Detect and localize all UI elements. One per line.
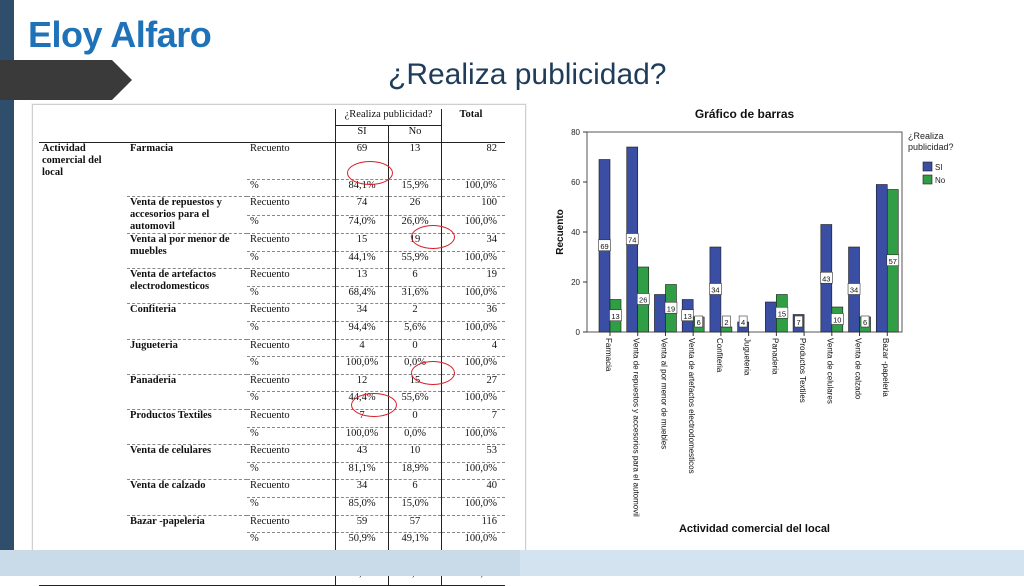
stat-label: % [247,462,336,480]
count-si: 4 [336,339,389,357]
data-label: 10 [833,315,842,325]
count-total: 100 [442,197,506,216]
pct-total: 100,0% [442,215,506,234]
data-label: 69 [600,241,609,251]
count-si: 34 [336,304,389,322]
category-label: Bazar -papeleria [127,515,247,550]
x-tick-label: Venta de celulares [825,338,835,404]
stat-label: Recuento [247,339,336,357]
bar-chart-panel [542,100,1012,544]
pct-si: 81,1% [336,462,389,480]
count-no: 19 [389,234,442,252]
count-total: 4 [442,339,506,357]
category-label: Confiteria [127,304,247,339]
table-row [39,234,505,252]
x-tick-label: Productos Textiles [797,338,807,403]
pct-no: 18,9% [389,462,442,480]
pct-si: 100,0% [336,357,389,375]
table-cell [39,286,127,304]
count-no: 57 [389,515,442,533]
legend-label: No [935,176,946,185]
stat-label: % [247,215,336,234]
count-si: 34 [336,480,389,498]
row-group-label: Actividad comercial del local [39,143,127,180]
stat-label: % [247,392,336,410]
stat-label: % [247,251,336,269]
y-tick-label: 40 [571,228,580,237]
pct-total: 100,0% [442,251,506,269]
table-cell [39,215,127,234]
count-si: 13 [336,269,389,287]
stat-label: Recuento [247,445,336,463]
pct-no: 31,6% [389,286,442,304]
table-row [39,143,505,180]
data-label: 57 [888,256,897,266]
arrow-banner [0,60,132,100]
table-cell [39,374,127,392]
y-axis-label: Recuento [555,209,566,255]
table-row [39,197,505,216]
stat-label: % [247,357,336,375]
count-total: 82 [442,143,506,180]
pct-total: 100,0% [442,322,506,340]
stat-label: Recuento [247,234,336,252]
y-tick-label: 0 [575,328,580,337]
table-cell [39,533,127,551]
pct-si: 44,4% [336,392,389,410]
count-si: 59 [336,515,389,533]
bar-si [765,302,776,332]
category-label: Venta de repuestos y accesorios para el automovil [127,197,247,234]
x-tick-label: Venta de calzado [853,338,863,400]
table-row [39,498,505,516]
table-row [39,462,505,480]
table-cell [39,251,127,269]
table-cell [39,515,127,533]
pct-total: 100,0% [442,392,506,410]
table-cell [39,445,127,463]
stat-label: Recuento [247,374,336,392]
count-total: 7 [442,410,506,428]
count-no: 0 [389,339,442,357]
data-label: 74 [628,235,637,245]
data-label: 19 [666,304,676,314]
count-no: 10 [389,445,442,463]
col-no-header: No [389,126,442,143]
table-row [39,269,505,287]
data-label: 4 [741,318,746,327]
count-si: 43 [336,445,389,463]
table-row [39,445,505,463]
y-tick-label: 80 [571,128,580,137]
data-label: 15 [777,309,787,319]
pct-si: 44,1% [336,251,389,269]
crosstab-table [39,109,505,586]
count-no: 26 [389,197,442,216]
x-tick-label: Venta de repuestos y accesorios para el automovil [631,338,641,517]
bar-si [654,295,665,333]
data-label: 13 [611,311,620,321]
pct-no: 49,1% [389,533,442,551]
table-row [39,374,505,392]
table-cell [39,462,127,480]
count-total: 19 [442,269,506,287]
data-label: 2 [724,318,729,327]
stat-label: Recuento [247,515,336,533]
data-label: 34 [711,285,720,295]
table-cell [39,410,127,428]
slide-title: Eloy Alfaro [28,14,212,55]
stat-label: Recuento [247,197,336,216]
table-row [39,304,505,322]
pct-no: 15,9% [389,179,442,197]
category-label: Venta de artefactos electrodomesticos [127,269,247,304]
count-total: 116 [442,515,506,533]
legend-title: publicidad? [908,142,954,152]
pct-no: 15,0% [389,498,442,516]
pct-si: 84,1% [336,179,389,197]
category-label: Venta de celulares [127,445,247,480]
table-row [39,533,505,551]
count-si: 74 [336,197,389,216]
pct-si: 100,0% [336,427,389,445]
x-tick-label: Farmacia [603,338,613,372]
table-row [39,251,505,269]
table-cell [39,304,127,322]
count-no: 13 [389,143,442,180]
table-cell [39,392,127,410]
table-row [39,357,505,375]
data-label: 34 [849,285,859,295]
table-row [39,286,505,304]
data-label: 26 [639,295,648,305]
category-label: Jugueteria [127,339,247,374]
table-cell [39,357,127,375]
count-si: 15 [336,234,389,252]
stat-label: % [247,179,336,197]
stat-label: Recuento [247,410,336,428]
legend-swatch [923,162,932,171]
pct-no: 55,6% [389,392,442,410]
data-label: 7 [796,318,801,327]
data-label: 6 [696,318,701,327]
slide-subtitle: ¿Realiza publicidad? [388,58,667,91]
stat-label: Recuento [247,480,336,498]
x-tick-label: Confiteria [714,338,724,373]
count-total: 27 [442,374,506,392]
data-label: 13 [683,311,692,321]
data-label: 43 [822,274,831,284]
table-cell [39,197,127,216]
x-tick-label: Jugueteria [742,338,752,376]
category-label: Farmacia [127,143,247,197]
stat-label: Recuento [247,143,336,180]
count-total: 36 [442,304,506,322]
table-cell [39,269,127,287]
stat-label: % [247,533,336,551]
count-total: 34 [442,234,506,252]
table-row [39,427,505,445]
table-row [39,339,505,357]
table-row [39,179,505,197]
count-si: 12 [336,374,389,392]
bar-no [721,327,732,332]
x-tick-label: Venta de artefactos electrodomesticos [687,338,697,474]
pct-total: 100,0% [442,427,506,445]
count-no: 6 [389,480,442,498]
bar-chart [542,100,1012,544]
pct-si: 68,4% [336,286,389,304]
pct-total: 100,0% [442,533,506,551]
stat-label: Recuento [247,304,336,322]
pct-si: 74,0% [336,215,389,234]
stat-label: % [247,286,336,304]
category-label: Productos Textiles [127,410,247,445]
total-header: Total [442,109,506,126]
question-header: ¿Realiza publicidad? [336,109,442,126]
stat-label: Recuento [247,269,336,287]
table-cell [39,234,127,252]
x-tick-label: Bazar -papeleria [881,338,891,397]
count-si: 69 [336,143,389,180]
legend-label: SI [935,163,943,172]
x-tick-label: Panaderia [770,338,780,375]
table-row [39,392,505,410]
stat-label: % [247,322,336,340]
chart-title: Gráfico de barras [694,107,795,121]
x-tick-label: Venta al por menor de muebles [659,338,669,450]
legend-title: ¿Realiza [908,131,944,141]
table-row [39,410,505,428]
pct-si: 50,9% [336,533,389,551]
pct-total: 100,0% [442,357,506,375]
stat-label: % [247,427,336,445]
category-label: Venta de calzado [127,480,247,515]
stat-label: % [247,498,336,516]
table-cell [39,339,127,357]
y-tick-label: 20 [571,278,580,287]
pct-no: 5,6% [389,322,442,340]
y-tick-label: 60 [571,178,580,187]
count-si: 7 [336,410,389,428]
legend-swatch [923,175,932,184]
crosstab-table-panel [32,104,526,552]
category-label: Panaderia [127,374,247,409]
pct-total: 100,0% [442,179,506,197]
col-si-header: SI [336,126,389,143]
count-no: 2 [389,304,442,322]
pct-no: 55,9% [389,251,442,269]
count-no: 15 [389,374,442,392]
table-row [39,322,505,340]
table-cell [39,179,127,197]
bar-si [876,185,887,333]
table-cell [39,427,127,445]
table-cell [39,322,127,340]
footer-accent [0,550,520,576]
pct-no: 0,0% [389,427,442,445]
count-no: 6 [389,269,442,287]
pct-total: 100,0% [442,462,506,480]
pct-si: 94,4% [336,322,389,340]
data-label: 6 [862,318,868,327]
table-cell [39,480,127,498]
pct-no: 26,0% [389,215,442,234]
count-total: 53 [442,445,506,463]
x-axis-label: Actividad comercial del local [678,523,831,535]
table-row [39,480,505,498]
count-no: 0 [389,410,442,428]
count-total: 40 [442,480,506,498]
pct-no: 0,0% [389,357,442,375]
pct-si: 85,0% [336,498,389,516]
table-cell [39,498,127,516]
pct-total: 100,0% [442,286,506,304]
pct-total: 100,0% [442,498,506,516]
category-label: Venta al por menor de muebles [127,234,247,269]
table-row [39,515,505,533]
table-row [39,215,505,234]
